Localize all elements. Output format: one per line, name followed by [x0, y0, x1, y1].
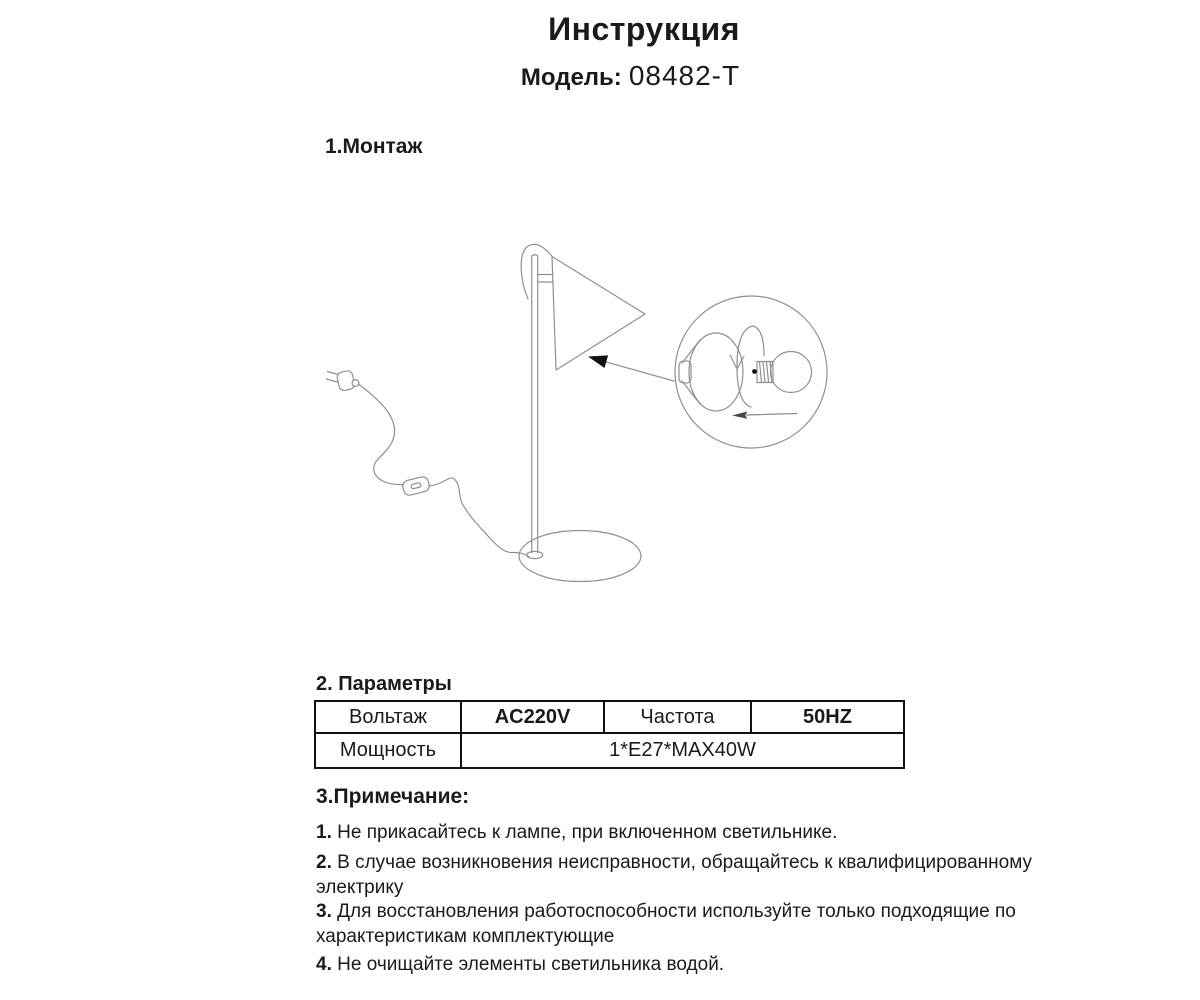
- frequency-value-cell: 50HZ: [751, 701, 904, 733]
- table-row: [315, 733, 904, 768]
- cone-shade: [521, 244, 645, 370]
- model-label: Модель:: [520, 64, 622, 91]
- note-number: 1.: [316, 822, 332, 843]
- page-title: Инструкция: [548, 11, 740, 47]
- inline-switch: [402, 476, 431, 497]
- note-text: Для восстановления работоспособности используйте только подходящие по: [337, 901, 1016, 922]
- lamp-pole: [532, 255, 538, 553]
- note-item-1: [316, 820, 837, 845]
- note-number: 4.: [316, 954, 332, 975]
- note-number: 3.: [316, 901, 332, 922]
- note-item-2: [316, 850, 1032, 900]
- note-text: Не очищайте элементы светильника водой.: [337, 954, 725, 975]
- power-label-cell: Мощность: [315, 733, 461, 768]
- note-text-continued: электрику: [316, 877, 404, 898]
- note-text: Не прикасайтесь к лампе, при включенном светильнике.: [337, 822, 838, 843]
- table-row: [315, 701, 904, 733]
- frequency-label-cell: Частота: [604, 701, 751, 733]
- model-value: 08482-T: [628, 60, 741, 91]
- note-text-continued: характеристикам комплектующие: [316, 926, 615, 947]
- parameters-table: [314, 700, 905, 769]
- section-heading-parameters: 2. Параметры: [316, 673, 452, 695]
- detail-bubble: [675, 296, 827, 448]
- note-number: 2.: [316, 852, 332, 873]
- model-line: [88, 61, 1200, 93]
- section-heading-montage: 1.Монтаж: [325, 135, 423, 158]
- leader-arrow: [588, 355, 674, 381]
- note-text: В случае возникновения неисправности, обращайтесь к квалифицированному: [337, 852, 1032, 873]
- lamp-assembly-illustration: [300, 230, 840, 610]
- power-plug: [327, 370, 359, 391]
- power-cord: [359, 385, 529, 557]
- note-item-3: [316, 899, 1016, 949]
- voltage-label-cell: Вольтаж: [315, 701, 461, 733]
- title-block: [88, 10, 1200, 93]
- note-item-4: [316, 952, 724, 977]
- power-value-cell: 1*E27*MAX40W: [461, 733, 904, 768]
- voltage-value-cell: AC220V: [461, 701, 604, 733]
- section-heading-notes: 3.Примечание:: [316, 785, 470, 808]
